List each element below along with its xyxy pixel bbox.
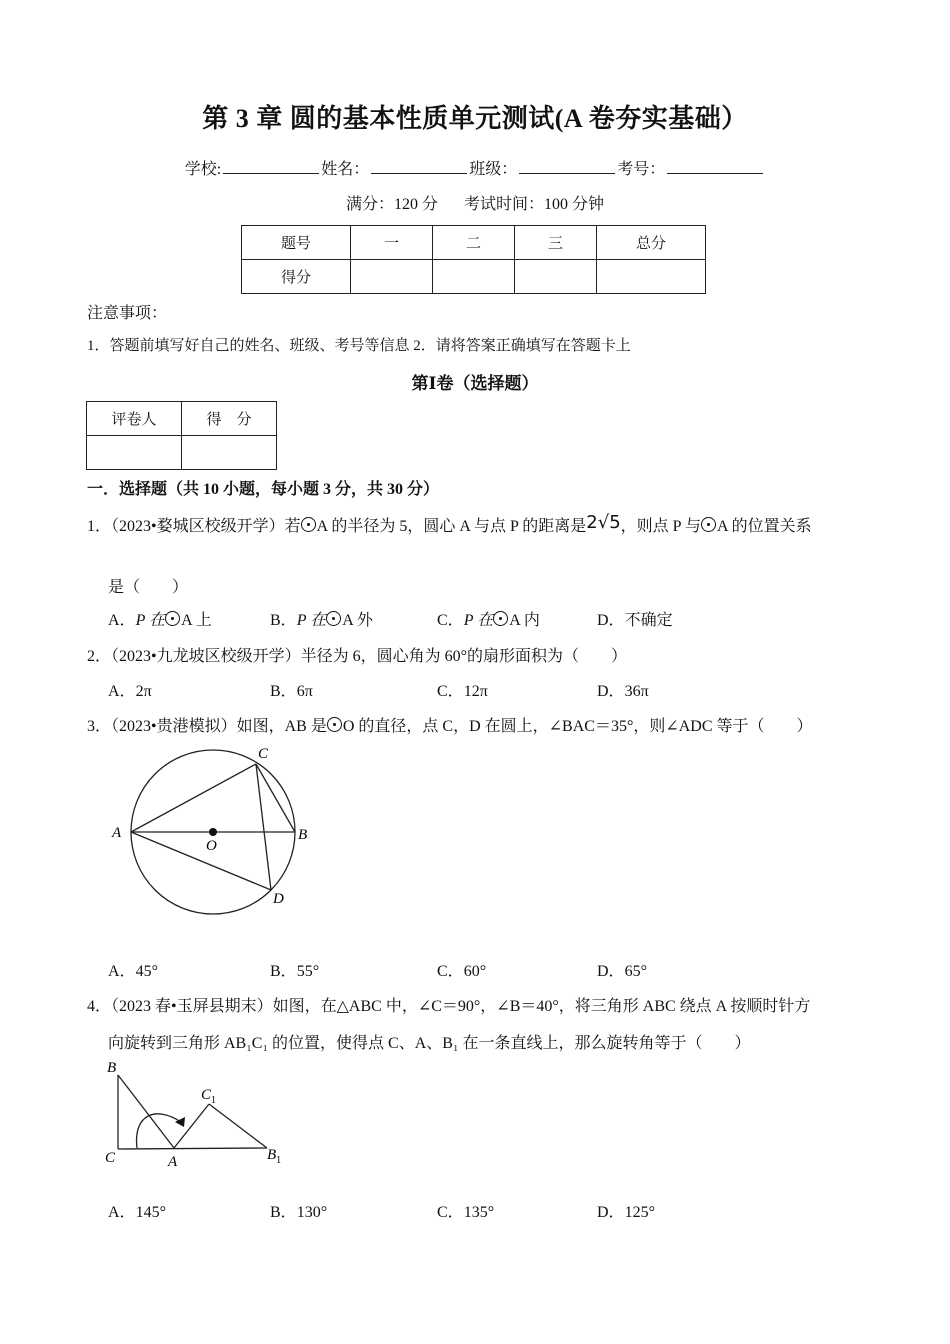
score-cell[interactable] (515, 260, 597, 294)
exam-meta (0, 191, 950, 214)
circle-figure (100, 740, 320, 925)
option-d[interactable]: D．不确定 (597, 612, 673, 629)
section-title: 第Ⅰ卷（选择题） (411, 374, 539, 393)
question-4-continuation: 向旋转到三角形 AB₁C₁ 的位置，使得点 C、A、B₁ 在一条直线上，那么旋转角等于（ ） (108, 1035, 751, 1052)
score-header: 总分 (597, 226, 706, 260)
svg-text:A: A (112, 825, 122, 841)
circle-dot-icon (326, 611, 341, 626)
question-text: 如图，在△ABC 中，∠C＝90°，∠B＝40°，将三角形 ABC 绕点 A 按顺时针方 (272, 998, 811, 1015)
option-c[interactable]: C．P 在 A 内 (437, 612, 540, 629)
question-text: A 的半径为 5，圆心 A 与点 P 的距离是 (316, 518, 587, 535)
question-4 (87, 993, 810, 1016)
exam-number-blank[interactable] (667, 159, 763, 174)
option-b[interactable]: B．6π (270, 683, 313, 700)
grader-header: 评卷人 (87, 402, 182, 436)
radical-expression: 2√5 (586, 512, 621, 533)
circle-dot-icon (327, 717, 342, 732)
grader-cell[interactable] (87, 436, 182, 470)
question-source: （2023•贵港模拟） (111, 718, 237, 735)
svg-text:O: O (206, 838, 217, 854)
question-number: 1． (87, 518, 112, 535)
question-number: 4． (87, 998, 112, 1015)
grader-header: 得 分 (182, 402, 277, 436)
question-1 (87, 512, 812, 536)
question-number: 2． (87, 648, 112, 665)
score-header: 一 (351, 226, 433, 260)
option-d[interactable]: D．125° (597, 1204, 655, 1221)
option-b[interactable]: B．55° (270, 963, 320, 980)
svg-text:D: D (273, 891, 284, 907)
notice-title: 注意事项： (87, 305, 168, 322)
circle-dot-icon (165, 611, 180, 626)
full-score: 满分：120 分 (345, 196, 438, 213)
score-cell[interactable] (433, 260, 515, 294)
circle-dot-icon (701, 517, 716, 532)
class-blank[interactable] (519, 159, 615, 174)
exam-time: 考试时间：100 分钟 (464, 196, 605, 213)
question-source: （2023•婺城区校级开学） (111, 518, 285, 535)
question-source: （2023 春•玉屏县期末） (111, 998, 273, 1015)
svg-text:B1: $B_1$ (267, 1147, 282, 1166)
question-text: ，则点 P 与 (620, 518, 701, 535)
option-a[interactable]: A．145° (108, 1204, 166, 1221)
question-2 (87, 643, 627, 666)
circle-dot-icon (301, 517, 316, 532)
score-header: 三 (515, 226, 597, 260)
question-number: 3． (87, 718, 112, 735)
svg-text:A: A (168, 1154, 178, 1170)
option-b[interactable]: B．P 在 A 外 (270, 612, 373, 629)
svg-text:B: B (298, 827, 308, 843)
name-blank[interactable] (371, 159, 467, 174)
grader-cell[interactable] (182, 436, 277, 470)
option-c[interactable]: C．12π (437, 683, 488, 700)
question-text: A 的位置关系 (716, 518, 812, 535)
exam-number-label: 考号： (617, 161, 666, 178)
option-c[interactable]: C．60° (437, 963, 487, 980)
svg-text:B: B (107, 1060, 117, 1076)
score-header: 题号 (242, 226, 351, 260)
part-heading: 一．选择题（共 10 小题，每小题 3 分，共 30 分） (87, 481, 440, 498)
school-label: 学校: (184, 161, 222, 178)
question-text: 如图，AB 是 (236, 718, 327, 735)
notice-items: 1．答题前填写好自己的姓名、班级、考号等信息 2．请将答案正确填写在答题卡上 (87, 338, 631, 354)
option-b[interactable]: B．130° (270, 1204, 328, 1221)
svg-text:C: C (258, 746, 269, 762)
question-text: 若 (284, 518, 301, 535)
option-d[interactable]: D．65° (597, 963, 647, 980)
question-source: （2023•九龙坡区校级开学） (111, 648, 301, 665)
school-blank[interactable] (223, 159, 319, 174)
question-3 (87, 713, 813, 736)
svg-text:C1: $C_1$ (201, 1087, 217, 1106)
score-cell[interactable] (597, 260, 706, 294)
rotation-figure (95, 1055, 310, 1175)
question-text: 半径为 6，圆心角为 60°的扇形面积为（ ） (300, 648, 628, 665)
option-d[interactable]: D．36π (597, 683, 649, 700)
name-label: 姓名： (321, 161, 370, 178)
option-c[interactable]: C．135° (437, 1204, 495, 1221)
score-table (241, 225, 706, 294)
page-title: 第 3 章 圆的基本性质单元测试(A 卷夯实基础） (202, 104, 748, 133)
grader-table (86, 401, 277, 470)
circle-dot-icon (493, 611, 508, 626)
score-header: 二 (433, 226, 515, 260)
score-row-label: 得分 (242, 260, 351, 294)
class-label: 班级： (469, 161, 518, 178)
option-a[interactable]: A．P 在 A 上 (108, 612, 212, 629)
option-a[interactable]: A．45° (108, 963, 158, 980)
student-info-line (0, 156, 950, 179)
option-a[interactable]: A．2π (108, 683, 152, 700)
question-1-continuation: 是（ ） (108, 579, 189, 596)
score-cell[interactable] (351, 260, 433, 294)
question-text: O 的直径，点 C，D 在圆上，∠BAC＝35°，则∠ADC 等于（ ） (342, 718, 813, 735)
svg-text:C: C (105, 1150, 116, 1166)
